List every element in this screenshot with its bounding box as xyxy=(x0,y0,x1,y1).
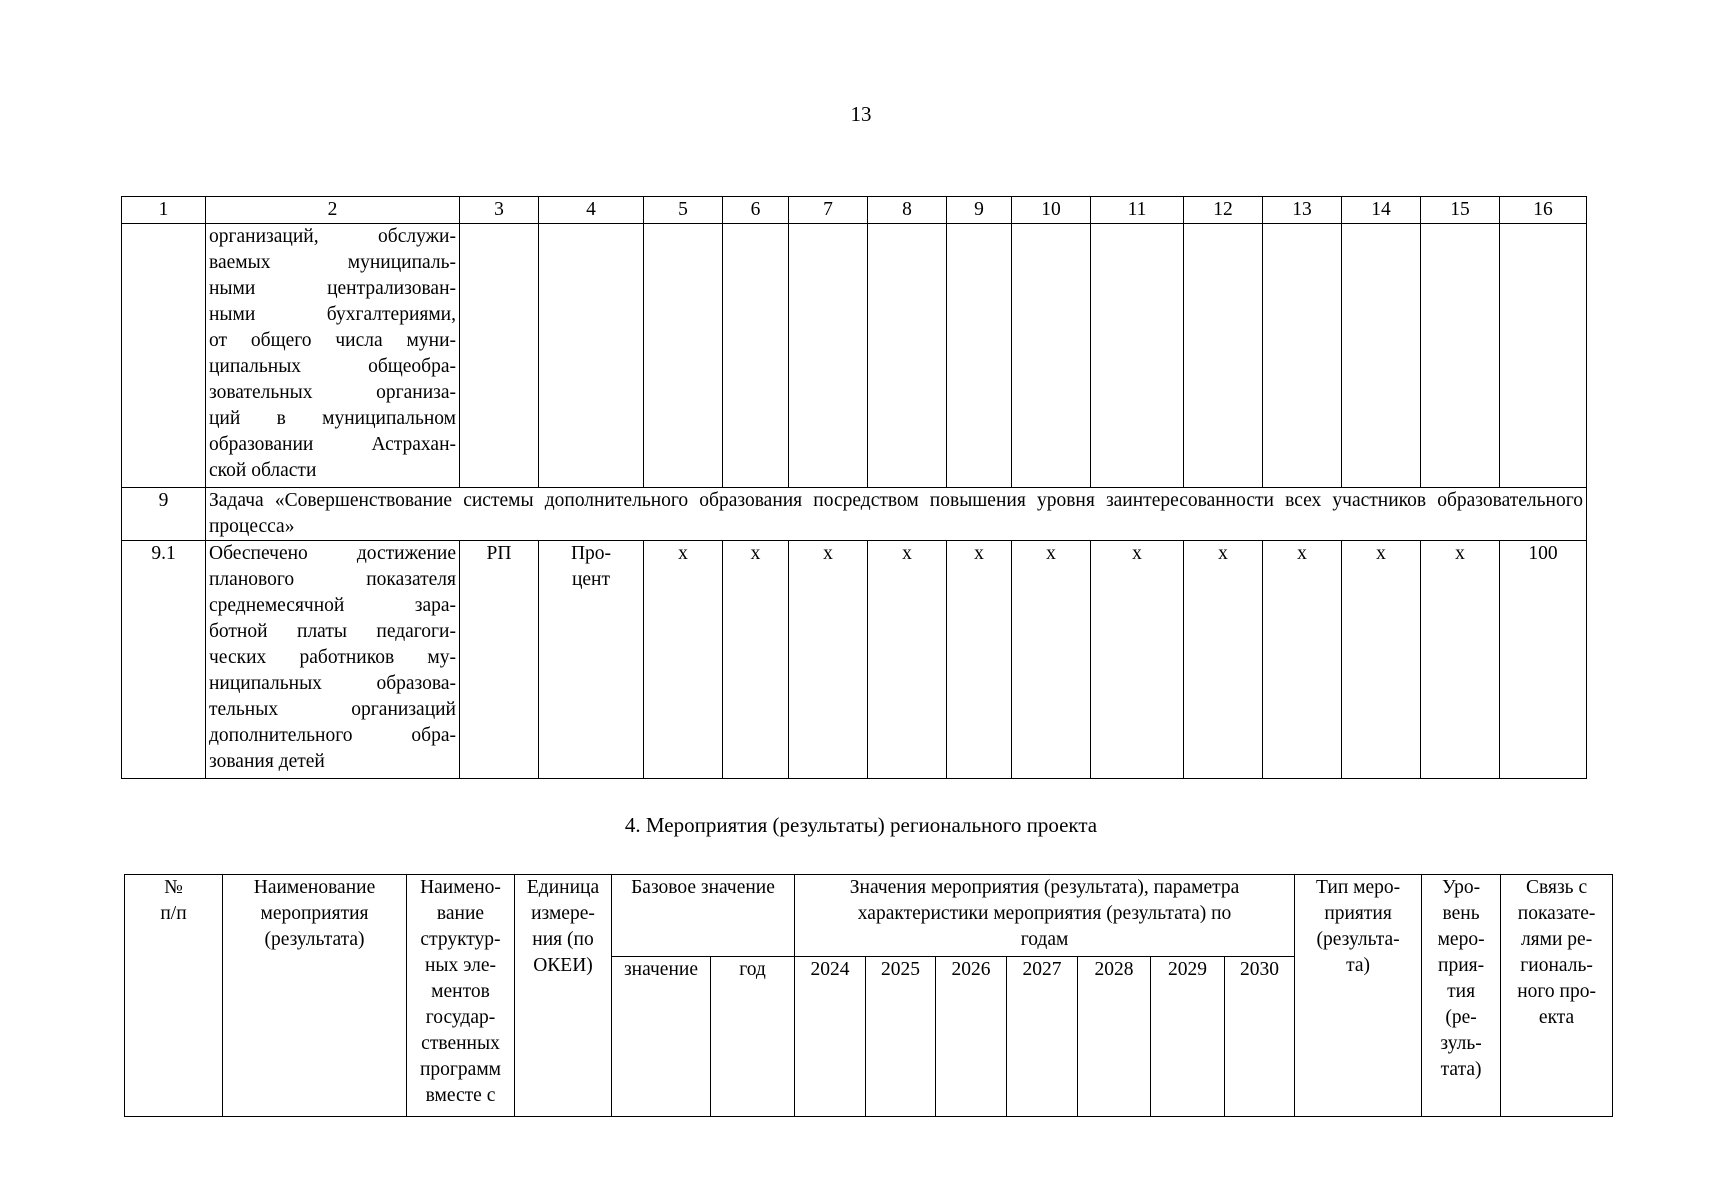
header-line: годам xyxy=(1020,929,1069,950)
indicator-value: х xyxy=(1091,541,1184,779)
cell-empty xyxy=(1500,224,1587,488)
header-measure-type xyxy=(1295,875,1422,1117)
header-line: мероприятия xyxy=(260,903,369,924)
cell-empty xyxy=(947,224,1012,488)
task-row xyxy=(122,488,1587,541)
indicator-name-line: ботной платы педагоги- xyxy=(209,621,456,642)
header-line: вание xyxy=(436,903,485,924)
cell-empty xyxy=(539,224,644,488)
header-year: 2030 xyxy=(1225,957,1295,1117)
header-line: меро- xyxy=(1437,929,1485,950)
column-number: 8 xyxy=(868,197,947,224)
task-text: Задача «Совершенствование системы дополнительного образования посредством повышения уровня заинтересованности всех участников образовательного процесса» xyxy=(206,488,1587,541)
indicator-name-line: ческих работников му- xyxy=(209,647,456,668)
header-link-indicators xyxy=(1501,875,1613,1117)
indicator-name-line: Обеспечено достижение xyxy=(209,543,456,564)
indicator-name-line: тельных организаций xyxy=(209,699,456,720)
indicator-name-line: ций в муниципальном xyxy=(209,408,456,429)
header-base-value: Базовое значение xyxy=(612,875,795,957)
header-line: (результа- xyxy=(1316,929,1400,950)
column-number: 9 xyxy=(947,197,1012,224)
indicator-name-line: от общего числа муни- xyxy=(209,330,456,351)
measures-table xyxy=(124,874,1613,1117)
header-line: структур- xyxy=(420,929,501,950)
column-number: 13 xyxy=(1263,197,1342,224)
indicator-name-line: зовательных организа- xyxy=(209,382,456,403)
column-number: 10 xyxy=(1012,197,1091,224)
column-number: 2 xyxy=(206,197,460,224)
header-line: Значения мероприятия (результата), параметра xyxy=(849,877,1240,898)
header-line: Единица xyxy=(526,877,600,898)
cell-empty xyxy=(460,224,539,488)
column-number: 7 xyxy=(789,197,868,224)
column-number: 6 xyxy=(723,197,789,224)
header-line: Уро- xyxy=(1442,877,1481,898)
cell-empty xyxy=(1421,224,1500,488)
column-number: 16 xyxy=(1500,197,1587,224)
header-line: п/п xyxy=(160,903,187,924)
indicator-value: х xyxy=(868,541,947,779)
header-line: № xyxy=(164,877,183,898)
cell-empty xyxy=(1184,224,1263,488)
header-line: вместе с xyxy=(425,1085,496,1106)
indicator-name-line: ваемых муниципаль- xyxy=(209,252,456,273)
header-line: екта xyxy=(1538,1007,1575,1028)
indicator-unit xyxy=(539,541,644,779)
header-line: Связь с xyxy=(1526,877,1588,898)
header-line: программ xyxy=(419,1059,502,1080)
indicator-value: х xyxy=(789,541,868,779)
indicator-name-line: организаций, обслужи- xyxy=(209,226,456,247)
cell-empty xyxy=(1012,224,1091,488)
header-structural-elements xyxy=(407,875,515,1117)
header-year: 2029 xyxy=(1151,957,1225,1117)
header-year: 2028 xyxy=(1078,957,1151,1117)
indicator-name-cell xyxy=(206,224,460,488)
continued-indicator-row xyxy=(122,224,1587,488)
column-number: 4 xyxy=(539,197,644,224)
column-number: 1 xyxy=(122,197,206,224)
unit-line: Про- xyxy=(570,543,612,564)
indicator-value: х xyxy=(1342,541,1421,779)
header-line: Наимено- xyxy=(420,877,501,898)
indicator-name-line: зования детей xyxy=(209,751,325,772)
header-line: та) xyxy=(1346,955,1371,976)
cell-empty xyxy=(1263,224,1342,488)
header-line: вень xyxy=(1442,903,1480,924)
cell-empty xyxy=(723,224,789,488)
header-line: ственных xyxy=(421,1033,500,1054)
header-line: измере- xyxy=(531,903,595,924)
indicator-value: х xyxy=(723,541,789,779)
header-line: зуль- xyxy=(1440,1033,1482,1054)
indicators-table xyxy=(121,196,1587,779)
indicator-level: РП xyxy=(460,541,539,779)
indicator-value: х xyxy=(1184,541,1263,779)
cell-empty xyxy=(868,224,947,488)
indicator-name-line: среднемесячной зара- xyxy=(209,595,456,616)
column-number: 11 xyxy=(1091,197,1184,224)
header-line: Наименование xyxy=(253,877,376,898)
indicator-value: х xyxy=(947,541,1012,779)
header-yearly-values xyxy=(795,875,1295,957)
header-line: Тип меро- xyxy=(1315,877,1401,898)
column-number: 3 xyxy=(460,197,539,224)
header-line: характеристики мероприятия (результата) по xyxy=(857,903,1232,924)
indicator-name-cell xyxy=(206,541,460,779)
indicator-value: х xyxy=(1012,541,1091,779)
indicator-name-line: планового показателя xyxy=(209,569,456,590)
indicator-name-line: ципальных общеобра- xyxy=(209,356,456,377)
header-line: ного про- xyxy=(1517,981,1596,1002)
header-line: прия- xyxy=(1438,955,1485,976)
header-line: приятия xyxy=(1324,903,1392,924)
header-measure-level xyxy=(1422,875,1501,1117)
header-line: показате- xyxy=(1517,903,1596,924)
indicator-name-line: образовании Астрахан- xyxy=(209,434,456,455)
unit-line: цент xyxy=(571,569,611,590)
cell-empty xyxy=(1342,224,1421,488)
indicator-value: х xyxy=(644,541,723,779)
indicator-value: х xyxy=(1263,541,1342,779)
column-number: 5 xyxy=(644,197,723,224)
indicator-number: 9.1 xyxy=(122,541,206,779)
header-base-value-year: год xyxy=(711,957,795,1117)
cell-empty xyxy=(122,224,206,488)
cell-empty xyxy=(1091,224,1184,488)
indicator-name-line: ными централизован- xyxy=(209,278,456,299)
header-line: тия xyxy=(1447,981,1476,1002)
column-number: 15 xyxy=(1421,197,1500,224)
indicator-name-line: ниципальных образова- xyxy=(209,673,456,694)
header-line: гиональ- xyxy=(1520,955,1593,976)
header-unit xyxy=(515,875,612,1117)
header-line: ных эле- xyxy=(424,955,497,976)
indicator-name-line: ными бухгалтериями, xyxy=(209,304,456,325)
cell-empty xyxy=(789,224,868,488)
indicator-name-line: дополнительного обра- xyxy=(209,725,456,746)
header-base-value-value: значение xyxy=(612,957,711,1117)
header-year: 2027 xyxy=(1007,957,1078,1117)
section-title: 4. Мероприятия (результаты) регионального проекта xyxy=(624,813,1098,837)
header-line: (ре- xyxy=(1445,1007,1477,1028)
column-number: 12 xyxy=(1184,197,1263,224)
header-number xyxy=(125,875,223,1117)
task-number: 9 xyxy=(122,488,206,541)
column-number: 14 xyxy=(1342,197,1421,224)
cell-empty xyxy=(644,224,723,488)
header-line: ОКЕИ) xyxy=(533,955,593,976)
header-line: лями ре- xyxy=(1520,929,1593,950)
indicator-name-line: ской области xyxy=(209,460,317,481)
header-year: 2026 xyxy=(936,957,1007,1117)
header-year: 2024 xyxy=(795,957,866,1117)
header-line: (результата) xyxy=(264,929,365,950)
indicator-row xyxy=(122,541,1587,779)
indicator-value: 100 xyxy=(1500,541,1587,779)
page-number: 13 xyxy=(850,102,872,126)
header-measure-name xyxy=(223,875,407,1117)
column-number-row xyxy=(122,197,1587,224)
header-line: тата) xyxy=(1440,1059,1482,1080)
header-row-1 xyxy=(125,875,1613,957)
indicator-value: х xyxy=(1421,541,1500,779)
header-line: государ- xyxy=(425,1007,496,1028)
header-line: ния (по xyxy=(532,929,594,950)
header-year: 2025 xyxy=(866,957,936,1117)
header-line: ментов xyxy=(431,981,490,1002)
